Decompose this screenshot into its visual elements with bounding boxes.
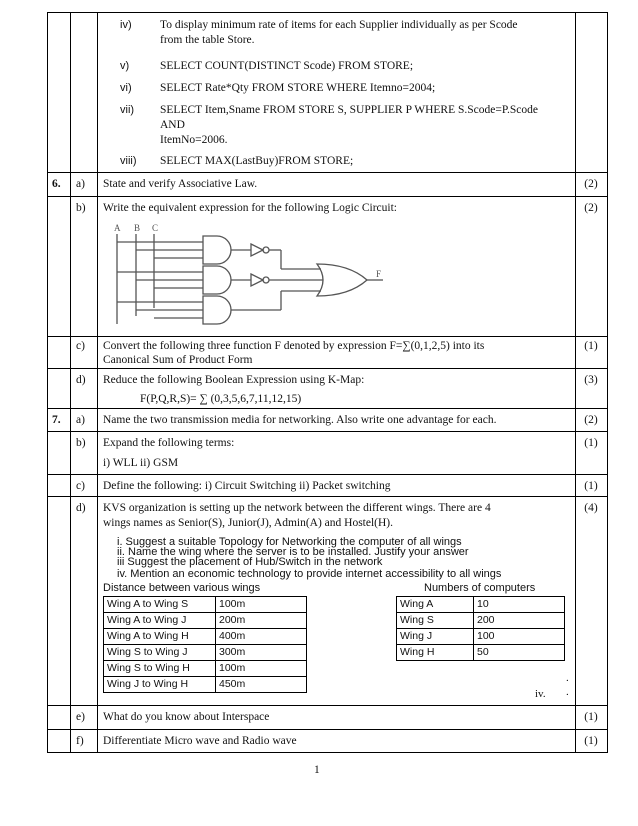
boolean-expression: F(P,Q,R,S)= ∑ (0,3,5,6,7,11,12,15) — [140, 393, 302, 405]
item-number: viii) — [120, 155, 137, 167]
item-text: SELECT COUNT(DISTINCT Scode) FROM STORE; — [160, 60, 414, 72]
logic-circuit-diagram — [103, 220, 403, 332]
distance-heading: Distance between various wings — [103, 582, 261, 594]
question-number: 7. — [52, 414, 61, 426]
question-text: Differentiate Micro wave and Radio wave — [103, 735, 297, 747]
table-row: Wing A 10 — [397, 597, 565, 613]
marks: (2) — [584, 202, 598, 214]
row-divider — [47, 705, 608, 706]
col-border — [607, 12, 608, 753]
item-number: iv) — [120, 19, 132, 31]
subpart: ii. Name the wing where the server is to be installed. Justify your answer — [117, 546, 469, 558]
part-label: a) — [76, 178, 85, 190]
question-text: State and verify Associative Law. — [103, 178, 258, 190]
item-text: SELECT Rate*Qty FROM STORE WHERE Itemno=2004; — [160, 82, 436, 94]
computers-table — [396, 596, 565, 661]
table-row: Wing A to Wing H 400m — [104, 629, 307, 645]
page-number: 1 — [314, 764, 320, 776]
row-divider — [47, 196, 608, 197]
table-row: Wing A to Wing J 200m — [104, 613, 307, 629]
subpart: iv. Mention an economic technology to provide internet accessibility to all wings — [117, 568, 502, 580]
marks: (4) — [584, 502, 598, 514]
or-gate — [317, 264, 367, 296]
item-text: SELECT Item,Sname FROM STORE S, SUPPLIER P WHERE S.Scode=P.Scode — [160, 104, 538, 116]
part-label: d) — [76, 502, 86, 514]
and-gate — [203, 296, 231, 324]
part-label: f) — [76, 735, 84, 747]
row-divider — [47, 172, 608, 173]
item-text: AND — [160, 119, 185, 131]
row-divider — [47, 474, 608, 475]
table-row: Wing A to Wing S 100m — [104, 597, 307, 613]
question-text: Convert the following three function F denoted by expression F=∑(0,1,2,5) into its — [103, 340, 485, 352]
subpart: i. Suggest a suitable Topology for Networking the computer of all wings — [117, 536, 462, 548]
table-row: Wing S to Wing H 100m — [104, 661, 307, 677]
item-text: ItemNo=2006. — [160, 134, 228, 146]
part-label: a) — [76, 414, 85, 426]
row-divider — [47, 496, 608, 497]
marks: (1) — [584, 340, 598, 352]
question-text: i) WLL ii) GSM — [103, 457, 179, 469]
table-row: Wing H 50 — [397, 645, 565, 661]
marks: (2) — [584, 178, 598, 190]
row-divider — [47, 431, 608, 432]
input-label-a: A — [114, 223, 121, 233]
part-label: d) — [76, 374, 86, 386]
table-row: Wing J to Wing H 450m — [104, 677, 307, 693]
part-label: e) — [76, 711, 85, 723]
table-border-top — [47, 12, 608, 13]
stray-text: iv. — [535, 688, 546, 700]
marks: (1) — [584, 735, 598, 747]
input-label-c: C — [152, 223, 159, 233]
question-number: 6. — [52, 178, 61, 190]
stray-mark: . — [566, 686, 569, 698]
distance-table — [103, 596, 307, 693]
row-divider — [47, 729, 608, 730]
question-text: wings names as Senior(S), Junior(J), Admin(A) and Hostel(H). — [103, 517, 394, 529]
marks: (3) — [584, 374, 598, 386]
question-text: Expand the following terms: — [103, 437, 235, 449]
not-gate — [251, 244, 263, 256]
table-row: Wing J 100 — [397, 629, 565, 645]
col-border — [47, 12, 48, 753]
output-label-f: F — [376, 269, 382, 279]
item-number: vi) — [120, 82, 132, 94]
table-row: Wing S to Wing J 300m — [104, 645, 307, 661]
computers-heading: Numbers of computers — [424, 582, 536, 594]
and-gate — [203, 266, 231, 294]
question-text: Canonical Sum of Product Form — [103, 354, 253, 366]
part-label: b) — [76, 437, 86, 449]
row-divider — [47, 368, 608, 369]
input-label-b: B — [134, 223, 141, 233]
row-divider — [47, 336, 608, 337]
item-text: To display minimum rate of items for each Supplier individually as per Scode — [160, 19, 518, 31]
marks: (1) — [584, 711, 598, 723]
question-text: KVS organization is setting up the network between the different wings. There are 4 — [103, 502, 491, 514]
item-number: v) — [120, 60, 130, 72]
not-gate — [251, 274, 263, 286]
stray-mark: . — [566, 672, 569, 684]
question-text: Write the equivalent expression for the following Logic Circuit: — [103, 202, 397, 214]
marks: (1) — [584, 437, 598, 449]
marks: (1) — [584, 480, 598, 492]
item-text: SELECT MAX(LastBuy)FROM STORE; — [160, 155, 354, 167]
item-text: from the table Store. — [160, 34, 255, 46]
table-row: Wing S 200 — [397, 613, 565, 629]
marks: (2) — [584, 414, 598, 426]
question-text: Reduce the following Boolean Expression using K-Map: — [103, 374, 365, 386]
table-border-bottom — [47, 752, 608, 753]
item-number: vii) — [120, 104, 135, 116]
and-gate — [203, 236, 231, 264]
col-border — [97, 12, 98, 753]
part-label: c) — [76, 480, 85, 492]
part-label: c) — [76, 340, 85, 352]
part-label: b) — [76, 202, 86, 214]
question-text: Name the two transmission media for networking. Also write one advantage for each. — [103, 414, 497, 426]
col-border — [70, 12, 71, 753]
question-text: Define the following: i) Circuit Switching ii) Packet switching — [103, 480, 391, 492]
question-text: What do you know about Interspace — [103, 711, 270, 723]
row-divider — [47, 408, 608, 409]
subpart: iii Suggest the placement of Hub/Switch in the network — [117, 556, 383, 568]
